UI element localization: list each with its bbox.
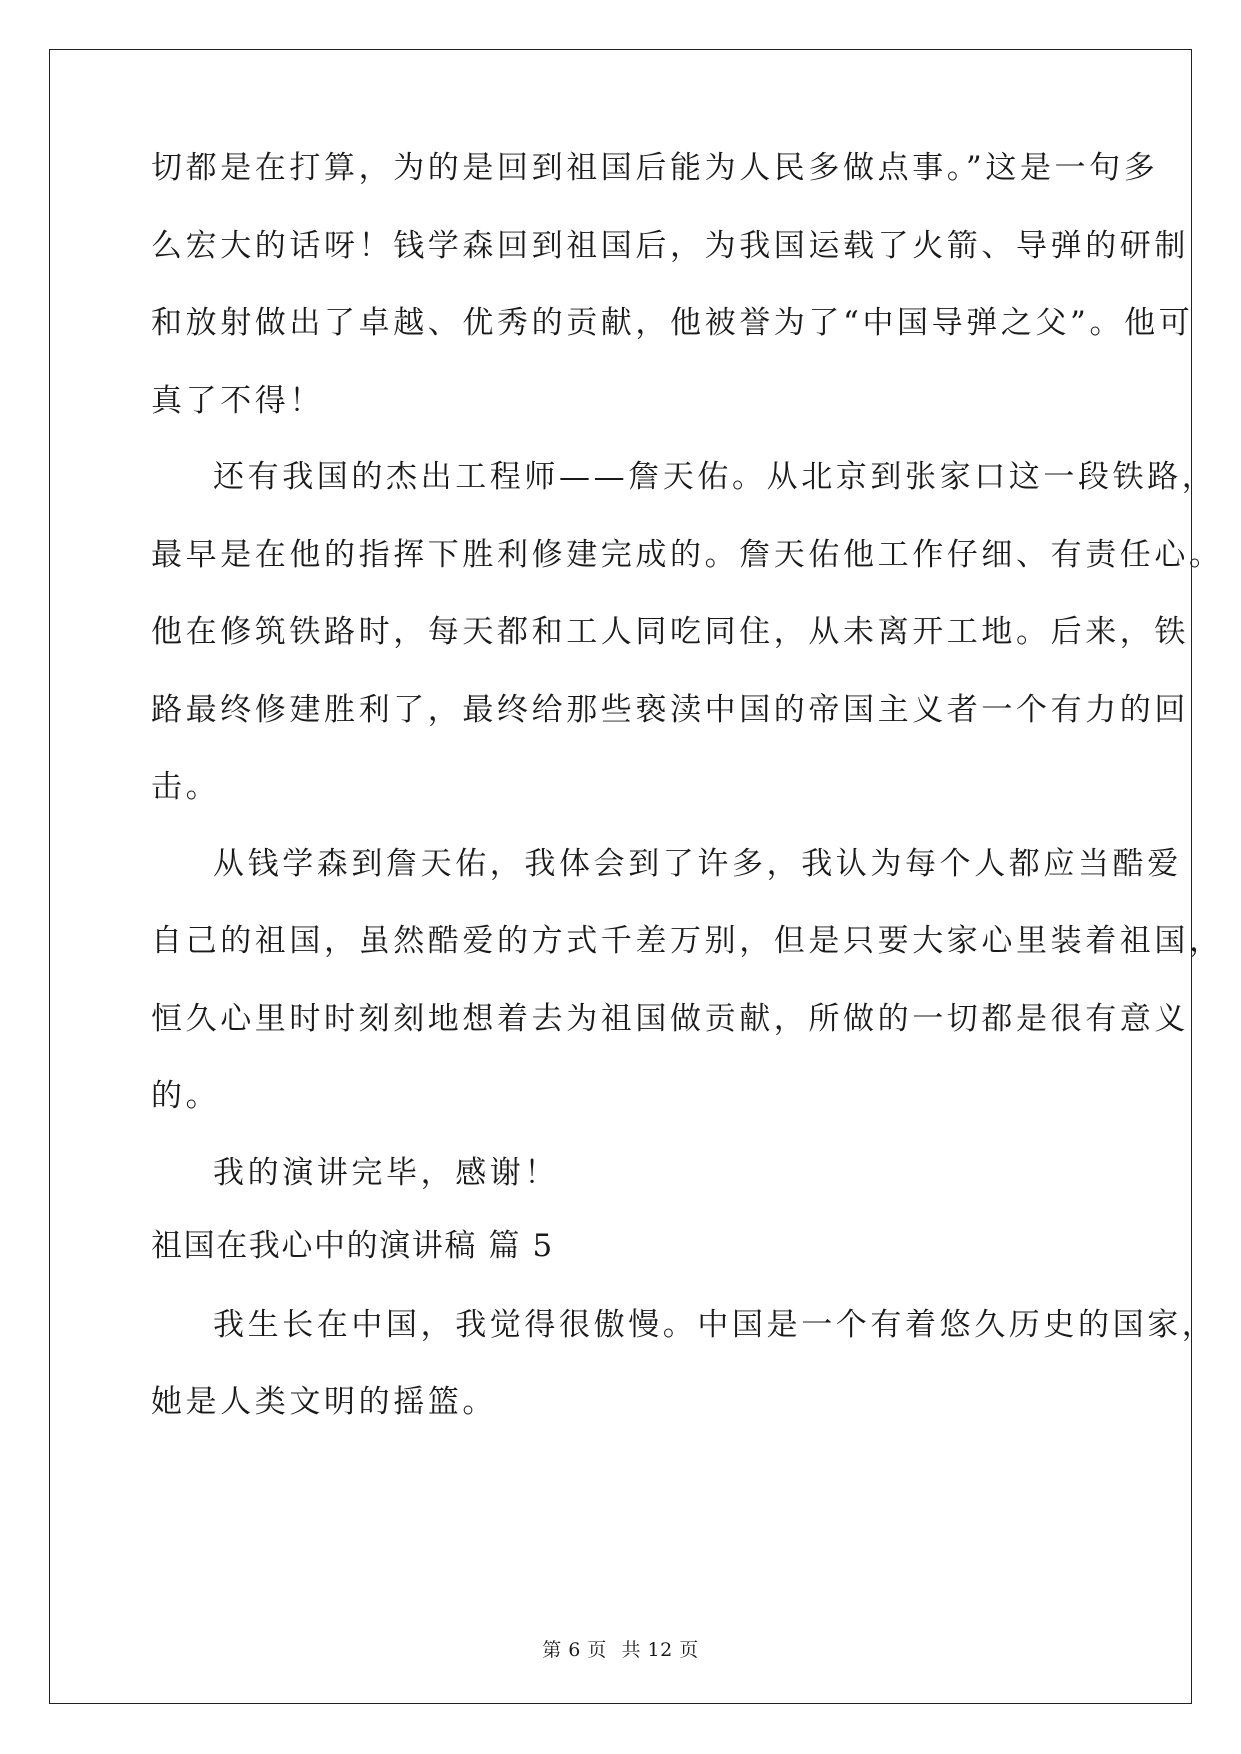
paragraph-line: 和放射做出了卓越、优秀的贡献，他被誉为了“中国导弹之父”。他可 [151,305,1194,341]
paragraph-line: 还有我国的杰出工程师——詹天佑。从北京到张家口这一段铁路， [213,459,1217,495]
paragraph-line: 真了不得！ [151,383,324,419]
paragraph-line: 自己的祖国，虽然酷爱的方式千差万别，但是只要大家心里装着祖国， [151,923,1224,959]
paragraph-line: 最早是在他的指挥下胜利修建完成的。詹天佑他工作仔细、有责任心。 [151,537,1224,573]
paragraph-line: 我生长在中国，我觉得很傲慢。中国是一个有着悠久历史的国家， [213,1307,1217,1343]
paragraph-line: 么宏大的话呀！钱学森回到祖国后，为我国运载了火箭、导弹的研制 [151,228,1189,264]
paragraph-line: 他在修筑铁路时，每天都和工人同吃同住，从未离开工地。后来，铁 [151,614,1189,650]
paragraph-line: 恒久心里时时刻刻地想着去为祖国做贡献，所做的一切都是很有意义 [151,1001,1189,1037]
paragraph-line: 路最终修建胜利了，最终给那些亵渎中国的帝国主义者一个有力的回 [151,692,1189,728]
paragraph-line: 我的演讲完毕，感谢！ [213,1155,559,1191]
paragraph-line: 她是人类文明的摇篮。 [151,1384,497,1420]
page-number: 第 6 页 [542,1639,607,1661]
paragraph-line: 从钱学森到詹天佑，我体会到了许多，我认为每个人都应当酷爱 [213,846,1182,882]
paragraph-line: 击。 [151,769,221,805]
paragraph-line: 的。 [151,1078,221,1114]
section-heading: 祖国在我心中的演讲稿 篇 5 [151,1228,554,1264]
paragraph-line: 切都是在打算，为的是回到祖国后能为人民多做点事。”这是一句多 [151,150,1159,186]
page-footer [0,1635,1241,1662]
page-total: 共 12 页 [621,1639,699,1661]
